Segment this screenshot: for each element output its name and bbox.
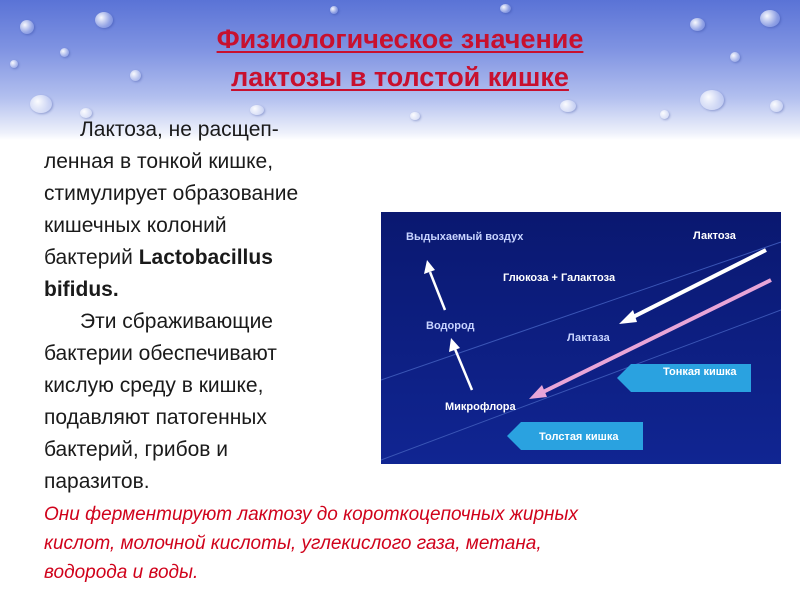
label-exhaled-air: Выдыхаемый воздух: [406, 231, 524, 243]
lactose-digestion-diagram: [381, 212, 781, 464]
label-small-intestine: Тонкая кишка: [663, 366, 737, 378]
water-drop: [95, 12, 113, 28]
body-text: [44, 114, 374, 498]
water-drop: [30, 95, 52, 113]
paragraph-2-line: подавляют патогенных: [44, 406, 267, 429]
label-large-intestine: Толстая кишка: [539, 431, 619, 443]
label-glucose-galactose: Глюкоза + Галактоза: [503, 272, 616, 284]
paragraph-2-line: бактерий, грибов и: [44, 438, 229, 461]
title-line-2: лактозы в толстой кишке: [231, 62, 569, 92]
paragraph-2-line: Эти сбраживающие: [80, 310, 273, 333]
bacteria-name: Lactobacillus: [138, 246, 273, 269]
label-microflora: Микрофлора: [445, 401, 516, 413]
paragraph-2-line: бактерии обеспечивают: [44, 342, 277, 365]
water-drop: [560, 100, 576, 112]
paragraph-1-line: Лактоза, не расщеп-: [80, 118, 279, 141]
water-drop: [760, 10, 780, 27]
water-drop: [10, 60, 18, 68]
title-line-1: Физиологическое значение: [216, 24, 584, 54]
water-drop: [20, 20, 34, 34]
paragraph-1-line: кишечных колоний: [44, 214, 227, 237]
water-drop: [770, 100, 783, 112]
water-drop: [60, 48, 69, 57]
label-hydrogen: Водород: [426, 320, 475, 332]
paragraph-1-line: ленная в тонкой кишке,: [44, 150, 274, 173]
footnote-line-1: Они ферментируют лактозу до короткоцепочных жирных: [44, 504, 578, 525]
label-lactase: Лактаза: [567, 332, 610, 344]
water-drop: [700, 90, 724, 110]
footnote: [44, 500, 774, 587]
paragraph-2-line: паразитов.: [44, 470, 150, 493]
paragraph-1-line: [44, 242, 374, 274]
slide-title: [140, 20, 660, 96]
water-drop: [660, 110, 669, 119]
footnote-line-2: кислот, молочной кислоты, углекислого газа, метана,: [44, 533, 542, 554]
water-drop: [730, 52, 740, 62]
bacteria-prefix: бактерий: [44, 246, 139, 269]
paragraph-2-line: кислую среду в кишке,: [44, 374, 264, 397]
bacteria-name: bifidus.: [44, 278, 119, 301]
water-drop: [500, 4, 511, 13]
water-drop: [410, 112, 420, 120]
label-lactose: Лактоза: [693, 230, 736, 242]
footnote-line-3: водорода и воды.: [44, 562, 199, 583]
water-drop: [690, 18, 705, 31]
paragraph-1-line: стимулирует образование: [44, 182, 299, 205]
water-drop: [330, 6, 338, 14]
